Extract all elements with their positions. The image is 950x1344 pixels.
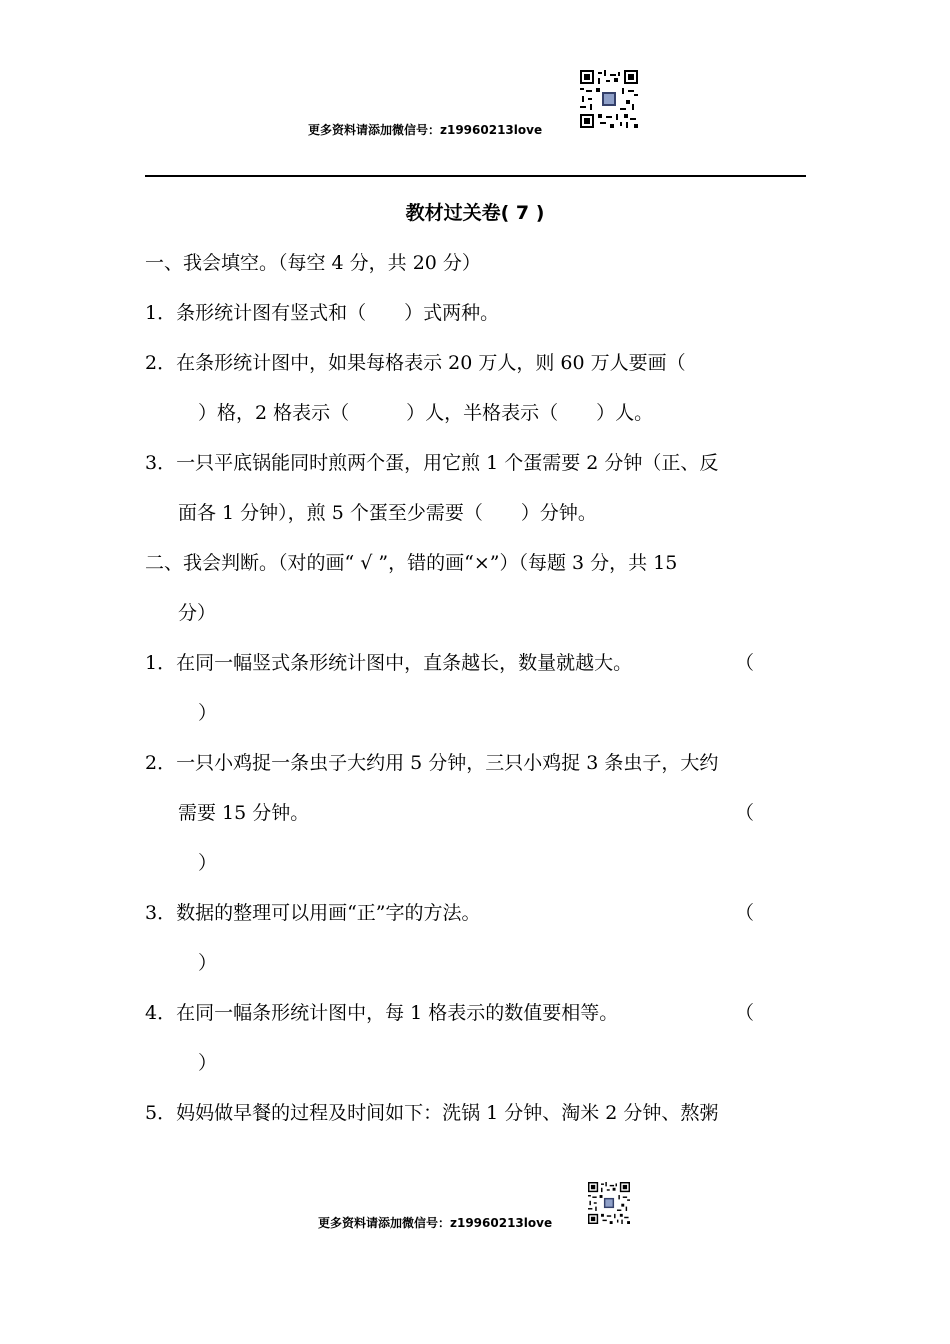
- page-title: 教材过关卷( 7 ): [405, 202, 545, 224]
- s1-question-1: 1．条形统计图有竖式和（ ）式两种。: [145, 302, 500, 324]
- s2-question-4: 4．在同一幅条形统计图中，每 1 格表示的数值要相等。: [145, 1002, 619, 1024]
- s1-question-3-line1: 3．一只平底锅能同时煎两个蛋，用它煎 1 个蛋需要 2 分钟（正、反: [145, 452, 719, 474]
- answer-close-paren: ）: [198, 852, 218, 874]
- s2-question-3: 3．数据的整理可以用画“正”字的方法。: [145, 902, 481, 924]
- answer-open-paren: （: [735, 652, 755, 674]
- header-divider: [145, 175, 806, 177]
- qr-code-icon: [588, 1182, 630, 1224]
- footer-wechat-text: 更多资料请添加微信号：z19960213love: [318, 1216, 553, 1230]
- answer-close-paren: ）: [198, 952, 218, 974]
- answer-open-paren: （: [735, 1002, 755, 1024]
- s2-question-1: 1．在同一幅竖式条形统计图中，直条越长，数量就越大。: [145, 652, 633, 674]
- section1-heading: 一、我会填空。（每空 4 分，共 20 分）: [145, 252, 481, 274]
- qr-code-icon: [580, 70, 638, 128]
- s2-question-5-line1: 5．妈妈做早餐的过程及时间如下：洗锅 1 分钟、淘米 2 分钟、熬粥: [145, 1102, 719, 1124]
- s1-question-2-line1: 2．在条形统计图中，如果每格表示 20 万人，则 60 万人要画（: [145, 352, 686, 374]
- s2-question-2-line2: 需要 15 分钟。: [178, 802, 310, 824]
- header-wechat-text: 更多资料请添加微信号：z19960213love: [308, 123, 543, 137]
- answer-open-paren: （: [735, 902, 755, 924]
- answer-close-paren: ）: [198, 1052, 218, 1074]
- section2-heading-line2: 分）: [178, 602, 217, 624]
- answer-open-paren: （: [735, 802, 755, 824]
- answer-close-paren: ）: [198, 702, 218, 724]
- s1-question-2-line2: ）格，2 格表示（ ）人，半格表示（ ）人。: [198, 402, 654, 424]
- s2-question-2-line1: 2．一只小鸡捉一条虫子大约用 5 分钟，三只小鸡捉 3 条虫子，大约: [145, 752, 719, 774]
- s1-question-3-line2: 面各 1 分钟），煎 5 个蛋至少需要（ ）分钟。: [178, 502, 597, 524]
- section2-heading-line1: 二、我会判断。（对的画“ √ ”，错的画“×”）（每题 3 分，共 15: [145, 552, 678, 574]
